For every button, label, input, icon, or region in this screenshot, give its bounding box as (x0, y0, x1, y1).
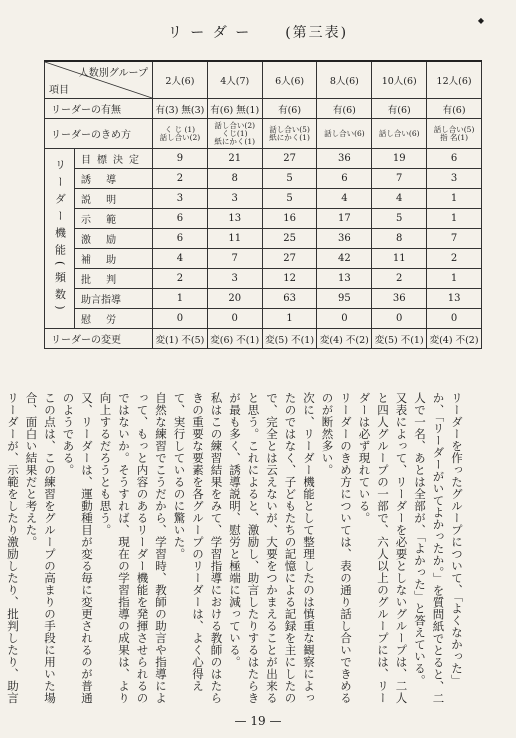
function-value: 11 (207, 229, 262, 249)
change-cell: 変(4) 不(2) (427, 329, 482, 349)
function-value: 2 (153, 269, 208, 289)
function-value: 1 (427, 209, 482, 229)
function-value: 27 (262, 249, 317, 269)
function-name: 説 明 (75, 189, 153, 209)
function-value: 36 (317, 229, 372, 249)
header-bottom-label: 項目 (49, 85, 69, 96)
leader-table (44, 60, 482, 349)
function-value: 20 (207, 289, 262, 309)
function-group-label: リーダー機能(頻数) (53, 158, 67, 316)
function-value: 2 (427, 249, 482, 269)
column-header: 2人(6) (153, 61, 208, 99)
change-cell: 変(6) 不(1) (207, 329, 262, 349)
column-header: 12人(6) (427, 61, 482, 99)
function-value: 1 (262, 309, 317, 329)
function-value: 7 (372, 169, 427, 189)
function-value: 11 (372, 249, 427, 269)
paragraph: 自然な練習でこうだから、学習時、教師の助言や指導によって、もっと内容のあるリーダー機能を発揮させられるのではないか。そうすれば、現在の学習指導の成果は、より向上するだろうとも思う。 (98, 392, 168, 704)
paragraph: リーダーを作ったグループについて、「よくなかった」か、「リーダーがいてよかったか。」を質問紙でとると、二人で一名、あとは全部が、「よかった」と答えている。 (413, 392, 464, 705)
function-value: 5 (372, 209, 427, 229)
function-value: 4 (372, 189, 427, 209)
method-cell: 話し合い(2) くじ(1) 紙にかく(1) (207, 119, 262, 149)
function-value: 19 (372, 149, 427, 169)
function-value: 21 (207, 149, 262, 169)
function-group-cell (45, 149, 75, 329)
function-value: 9 (153, 149, 208, 169)
function-value: 1 (153, 289, 208, 309)
change-cell: 変(5) 不(1) (262, 329, 317, 349)
function-value: 6 (427, 149, 482, 169)
function-value: 0 (427, 309, 482, 329)
change-cell: 変(4) 不(2) (317, 329, 372, 349)
function-value: 5 (262, 189, 317, 209)
presence-cell: 有(6) 無(1) (207, 99, 262, 119)
column-header: 4人(7) (207, 61, 262, 99)
header-top-label: 人数別グループ (78, 68, 148, 79)
function-value: 4 (317, 189, 372, 209)
change-cell: 変(1) 不(5) (153, 329, 208, 349)
function-value: 0 (317, 309, 372, 329)
paragraph: この点は、この練習をグループの高まりの手段に用いた場合、面白い結果だと考えた。 (24, 392, 57, 704)
function-value: 6 (317, 169, 372, 189)
presence-cell: 有(6) (317, 99, 372, 119)
function-name: 激 励 (75, 229, 153, 249)
function-name: 目標決定 (75, 149, 153, 169)
paragraph: 又、リーダーは、運動種目が変る毎に変更されるのが普通のようである。 (61, 392, 94, 704)
function-value: 3 (207, 269, 262, 289)
method-cell: 話し合い(6) (317, 119, 372, 149)
function-value: 7 (207, 249, 262, 269)
function-value: 1 (427, 189, 482, 209)
change-cell: 変(5) 不(1) (372, 329, 427, 349)
function-value: 3 (427, 169, 482, 189)
column-header: 6人(6) (262, 61, 317, 99)
page-number: — 19 — (234, 714, 282, 728)
function-value: 8 (207, 169, 262, 189)
function-value: 6 (153, 229, 208, 249)
presence-cell: 有(6) (262, 99, 317, 119)
function-value: 12 (262, 269, 317, 289)
function-value: 63 (262, 289, 317, 309)
function-value: 16 (262, 209, 317, 229)
table-label: (第三表) (285, 25, 349, 41)
function-value: 8 (372, 229, 427, 249)
function-value: 13 (207, 209, 262, 229)
title-main: リ ー ダ ー (167, 25, 252, 41)
function-name: 批 判 (75, 269, 153, 289)
function-value: 13 (427, 289, 482, 309)
function-value: 5 (262, 169, 317, 189)
method-cell: く じ (1) 話し合い(2) (153, 119, 208, 149)
function-value: 42 (317, 249, 372, 269)
column-header: 10人(6) (372, 61, 427, 99)
function-value: 95 (317, 289, 372, 309)
method-label: リーダーのきめ方 (45, 119, 153, 149)
function-name: 補 助 (75, 249, 153, 269)
paragraph: 私はこの練習結果をみて、学習指導における教師のはたらきの重要な要素を各グループのリーダーは、よく心得えて、実行しているのに驚いた。 (172, 392, 224, 704)
function-value: 3 (153, 189, 208, 209)
function-value: 36 (317, 149, 372, 169)
function-value: 13 (317, 269, 372, 289)
page-title (0, 22, 516, 42)
function-value: 25 (262, 229, 317, 249)
function-value: 0 (207, 309, 262, 329)
function-value: 6 (153, 209, 208, 229)
function-value: 0 (372, 309, 427, 329)
paragraph: リーダーのきめ方については、表の通り話し合いできめるのが断然多い。 (320, 392, 353, 704)
function-value: 2 (372, 269, 427, 289)
paragraph: 次に、リーダー機能として整理したのは慎重な観察によったのではなく、子どもたちの記憶による記録を主にしたので、完全とは云えないが、大要をつかまえることが出来ると思う。これによると、激励し、助言したりするはたらきが最も多く、誘導説明、慰労と極端に減っている。 (228, 392, 316, 704)
function-value: 2 (153, 169, 208, 189)
method-cell: 話し合い(5) 指 名(1) (427, 119, 482, 149)
paragraph: 又表によって、リーダーを必要としないグループは、二人と四人グループの一部で、六人以上のグループには、リーダーは必ず現れている。 (357, 392, 409, 704)
presence-cell: 有(3) 無(3) (153, 99, 208, 119)
presence-label: リーダーの有無 (45, 99, 153, 119)
function-value: 4 (153, 249, 208, 269)
function-name: 示 範 (75, 209, 153, 229)
function-value: 27 (262, 149, 317, 169)
function-value: 3 (207, 189, 262, 209)
function-name: 慰 労 (75, 309, 153, 329)
header-corner-cell (45, 61, 153, 99)
presence-cell: 有(6) (427, 99, 482, 119)
function-value: 7 (427, 229, 482, 249)
presence-cell: 有(6) (372, 99, 427, 119)
function-name: 誘 導 (75, 169, 153, 189)
function-value: 36 (372, 289, 427, 309)
corner-mark: ◆ (477, 16, 484, 25)
paragraph: リーダーが、示範をしたり激励したり、批判したり、助言 (6, 392, 20, 704)
function-value: 0 (153, 309, 208, 329)
method-cell: 話し合い(6) (372, 119, 427, 149)
column-header: 8人(6) (317, 61, 372, 99)
method-cell: 話し合い(5) 紙にかく(1) (262, 119, 317, 149)
function-value: 17 (317, 209, 372, 229)
change-label: リーダーの変更 (45, 329, 153, 349)
body-text (6, 392, 466, 710)
function-name: 助言指導 (75, 289, 153, 309)
function-value: 1 (427, 269, 482, 289)
